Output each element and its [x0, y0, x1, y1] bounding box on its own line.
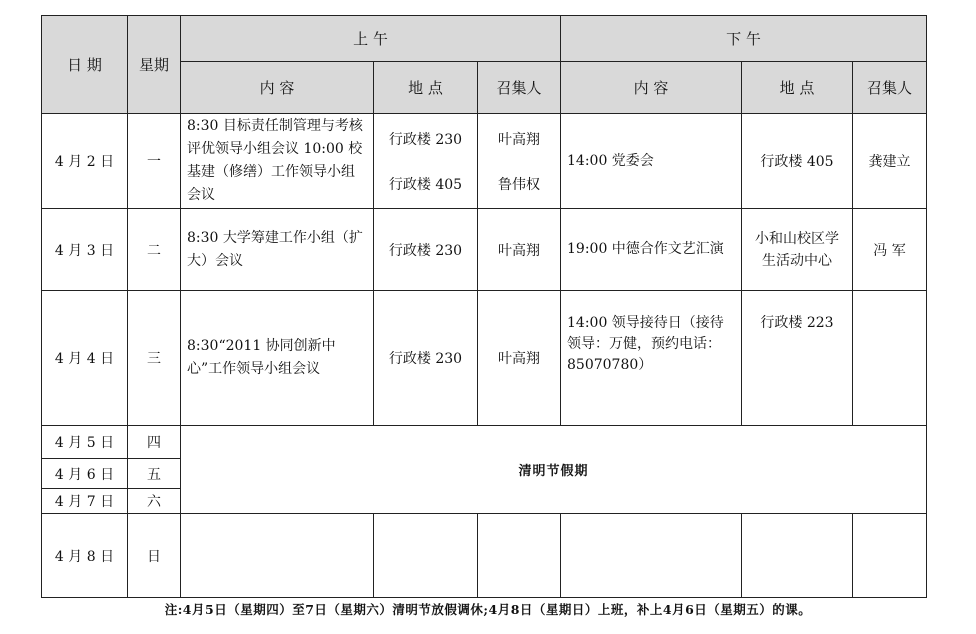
- am-convener-cell: [478, 114, 561, 209]
- pm-convener-cell: 冯 军: [853, 209, 927, 291]
- pm-content-cell: [561, 514, 742, 598]
- header-date: 日 期: [42, 16, 128, 114]
- date-cell: 4 月 6 日: [42, 459, 128, 489]
- table-row: [42, 209, 927, 291]
- am-location-cell: 行政楼 230: [374, 209, 478, 291]
- pm-content-cell: 14:00 党委会: [561, 114, 742, 209]
- am-content-cell: 8:30 大学筹建工作小组（扩大）会议: [181, 209, 374, 291]
- am-location-cell: [374, 514, 478, 598]
- header-weekday: 星期: [128, 16, 181, 114]
- pm-location-cell: 行政楼 223: [742, 291, 853, 426]
- header-afternoon: 下 午: [561, 16, 927, 62]
- am-content-cell: 8:30 目标责任制管理与考核评优领导小组会议 10:00 校基建（修缮）工作领导小组会议: [181, 114, 374, 209]
- date-cell: 4 月 4 日: [42, 291, 128, 426]
- am-content-cell: 8:30“2011 协同创新中心”工作领导小组会议: [181, 291, 374, 426]
- pm-location-cell: 行政楼 405: [742, 114, 853, 209]
- am-location-cell: 行政楼 230: [374, 291, 478, 426]
- am-convener-2: 鲁伟权: [498, 176, 540, 193]
- header-pm-content: 内 容: [561, 62, 742, 114]
- weekday-cell: 五: [128, 459, 181, 489]
- am-location-2: 行政楼 405: [388, 176, 463, 193]
- header-pm-location: 地 点: [742, 62, 853, 114]
- date-cell: 4 月 7 日: [42, 489, 128, 514]
- pm-convener-cell: [853, 291, 927, 426]
- date-cell: 4 月 2 日: [42, 114, 128, 209]
- schedule-table: [41, 15, 927, 598]
- header-am-convener: 召集人: [478, 62, 561, 114]
- am-convener-1: 叶高翔: [498, 131, 540, 148]
- date-cell: 4 月 3 日: [42, 209, 128, 291]
- weekday-cell: 日: [128, 514, 181, 598]
- am-location-1: 行政楼 230: [388, 131, 463, 148]
- date-cell: 4 月 8 日: [42, 514, 128, 598]
- weekday-cell: 二: [128, 209, 181, 291]
- am-convener-cell: 叶高翔: [478, 291, 561, 426]
- header-am-content: 内 容: [181, 62, 374, 114]
- am-convener-cell: 叶高翔: [478, 209, 561, 291]
- header-am-location: 地 点: [374, 62, 478, 114]
- footnote: 注:4月5日（星期四）至7日（星期六）清明节放假调休;4月8日（星期日）上班，补上4月6日（星期五）的课。: [164, 602, 812, 617]
- table-row: [42, 514, 927, 598]
- header-morning: 上 午: [181, 16, 561, 62]
- am-convener-cell: [478, 514, 561, 598]
- weekday-cell: 六: [128, 489, 181, 514]
- pm-location-cell: [742, 514, 853, 598]
- weekday-cell: 三: [128, 291, 181, 426]
- am-content-cell: [181, 514, 374, 598]
- pm-convener-cell: 龚建立: [853, 114, 927, 209]
- pm-convener-cell: [853, 514, 927, 598]
- holiday-cell: 清明节假期: [181, 426, 927, 514]
- table-row: [42, 426, 927, 459]
- pm-content-cell: 19:00 中德合作文艺汇演: [561, 209, 742, 291]
- table-row: [42, 291, 927, 426]
- pm-location-cell: 小和山校区学生活动中心: [742, 209, 853, 291]
- am-location-cell: [374, 114, 478, 209]
- pm-content-cell: 14:00 领导接待日（接待领导：万健，预约电话：85070780）: [561, 291, 742, 426]
- date-cell: 4 月 5 日: [42, 426, 128, 459]
- weekday-cell: 四: [128, 426, 181, 459]
- header-pm-convener: 召集人: [853, 62, 927, 114]
- table-row: [42, 114, 927, 209]
- weekday-cell: 一: [128, 114, 181, 209]
